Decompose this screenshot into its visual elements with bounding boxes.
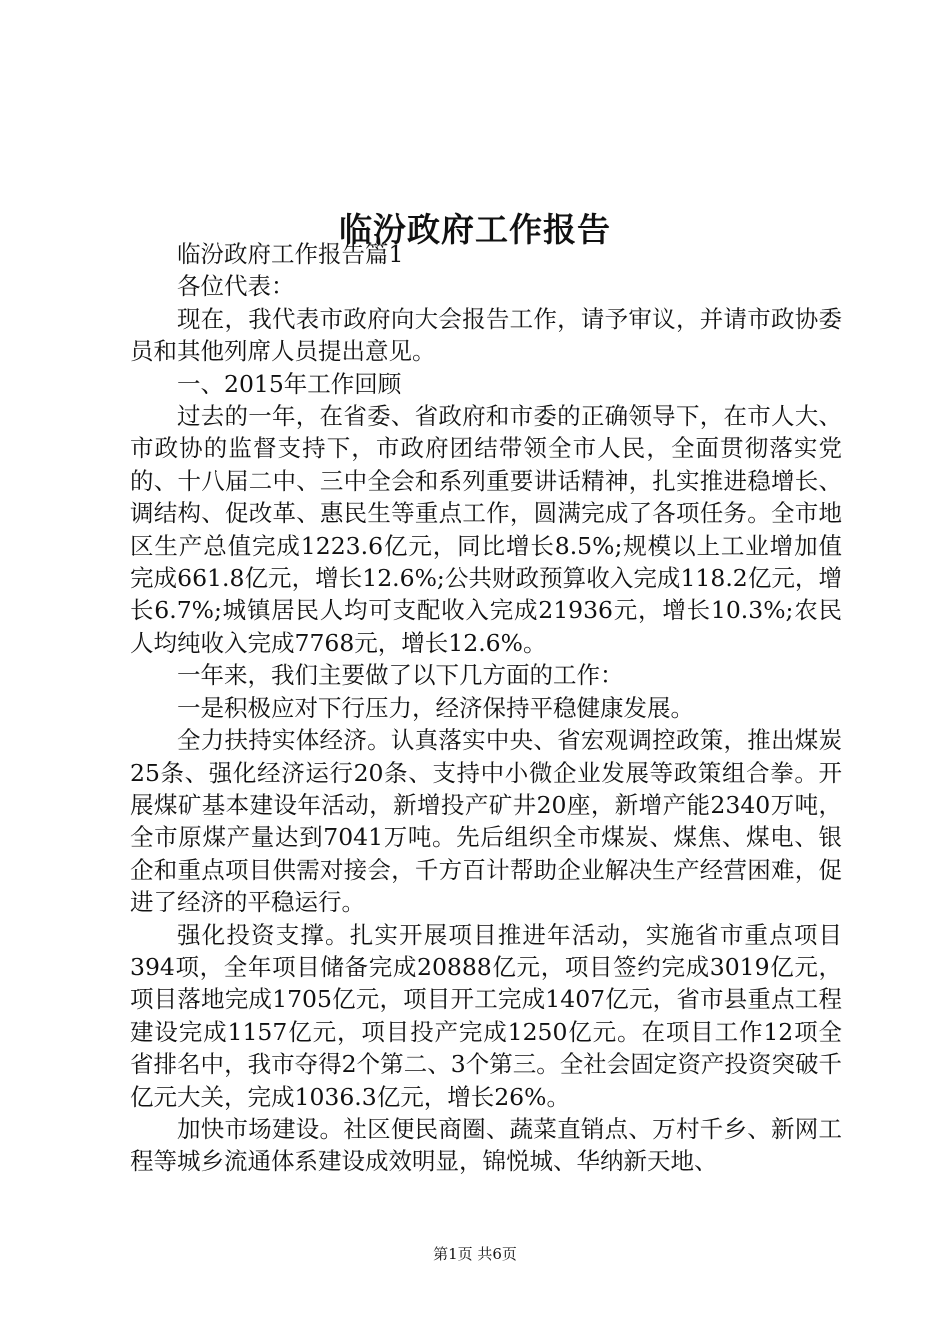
paragraph: 全力扶持实体经济。认真落实中央、省宏观调控政策，推出煤炭25条、强化经济运行20条、支持中小微企业发展等政策组合拳。开展煤矿基本建设年活动，新增投产矿井20座，新增产能2340万吨，全市原煤产量达到7041万吨。先后组织全市煤炭、煤焦、煤电、银企和重点项目供需对接会，千方百计帮助企业解决生产经营困难，促进了经济的平稳运行。 [130,726,842,917]
paragraph: 临汾政府工作报告篇1 [177,240,404,268]
document-body [130,238,842,1178]
paragraph: 过去的一年，在省委、省政府和市委的正确领导下，在市人大、市政协的监督支持下，市政府团结带领全市人民，全面贯彻落实党的、十八届二中、三中全会和系列重要讲话精神，扎实推进稳增长、调结构、促改革、惠民生等重点工作，圆满完成了各项任务。全市地区生产总值完成1223.6亿元，同比增长8.5%;规模以上工业增加值完成661.8亿元，增长12.6%;公共财政预算收入完成118.2亿元，增长6.7%;城镇居民人均可支配收入完成21936元，增长10.3%;农民人均纯收入完成7768元，增长12.6%。 [130,402,842,657]
paragraph: 一年来，我们主要做了以下几方面的工作： [177,661,624,690]
page-title: 临汾政府工作报告 [339,210,611,250]
paragraph: 一、2015年工作回顾 [177,369,402,398]
paragraph: 各位代表： [177,272,295,301]
paragraph: 现在，我代表市政府向大会报告工作，请予审议，并请市政协委员和其他列席人员提出意见。 [130,304,842,366]
paragraph: 强化投资支撑。扎实开展项目推进年活动，实施省市重点项目394项，全年项目储备完成20888亿元，项目签约完成3019亿元，项目落地完成1705亿元，项目开工完成1407亿元，省市县重点工程建设完成1157亿元，项目投产完成1250亿元。在项目工作12项全省排名中，我市夺得2个第二、3个第三。全社会固定资产投资突破千亿元大关，完成1036.3亿元，增长26%。 [130,920,842,1111]
paragraph: 加快市场建设。社区便民商圈、蔬菜直销点、万村千乡、新网工程等城乡流通体系建设成效明显，锦悦城、华纳新天地、 [130,1114,842,1176]
paragraph: 一是积极应对下行压力，经济保持平稳健康发展。 [177,693,694,722]
page-footer: 第1页 共6页 [433,1245,517,1263]
